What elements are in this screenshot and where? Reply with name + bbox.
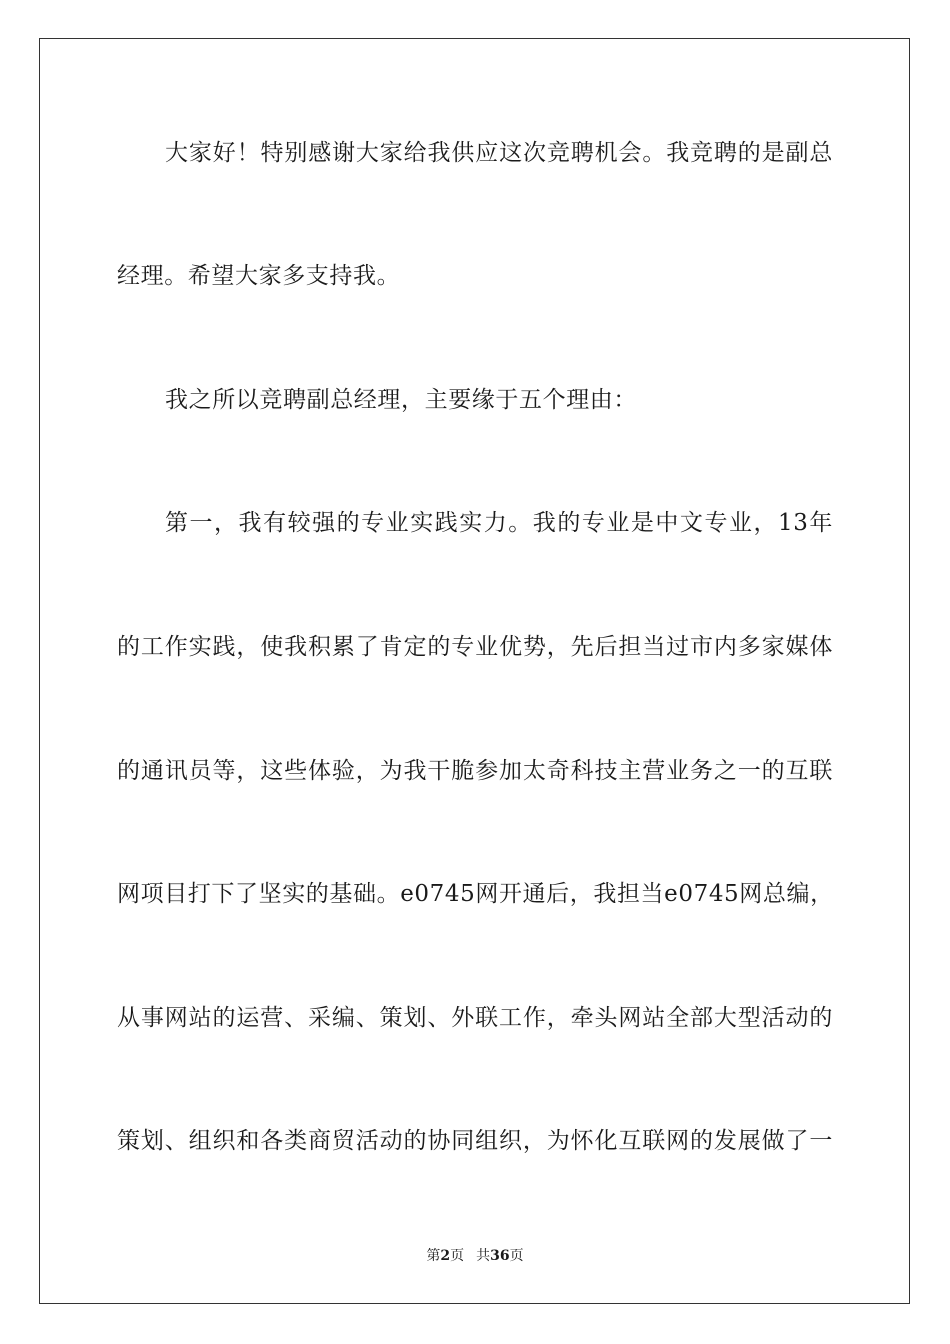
page-prefix: 第 [426,1248,441,1264]
paragraph-line: 我之所以竞聘副总经理，主要缘于五个理由： [165,387,637,413]
total-prefix: 共 [476,1248,491,1264]
paragraph-line: 策划、组织和各类商贸活动的协同组织，为怀化互联网的发展做了一 [117,1128,833,1154]
paragraph-line: 大家好！特别感谢大家给我供应这次竞聘机会。我竞聘的是副总 [165,140,833,166]
paragraph-line: 从事网站的运营、采编、策划、外联工作，牵头网站全部大型活动的 [117,1005,833,1031]
page-number: 2 [440,1248,451,1264]
paragraph-line: 经理。希望大家多支持我。 [117,263,401,289]
paragraph-line: 网项目打下了坚实的基础。e0745网开通后，我担当e0745网总编， [117,881,834,907]
paragraph-line: 第一，我有较强的专业实践实力。我的专业是中文专业，13年 [165,510,833,536]
total-suffix: 页 [509,1248,524,1264]
page-footer [0,1247,950,1265]
page-border [39,38,910,1304]
total-pages: 36 [490,1248,510,1264]
paragraph-line: 的工作实践，使我积累了肯定的专业优势，先后担当过市内多家媒体 [117,634,833,660]
paragraph-line: 的通讯员等，这些体验，为我干脆参加太奇科技主营业务之一的互联 [117,758,833,784]
page-suffix: 页 [450,1248,465,1264]
